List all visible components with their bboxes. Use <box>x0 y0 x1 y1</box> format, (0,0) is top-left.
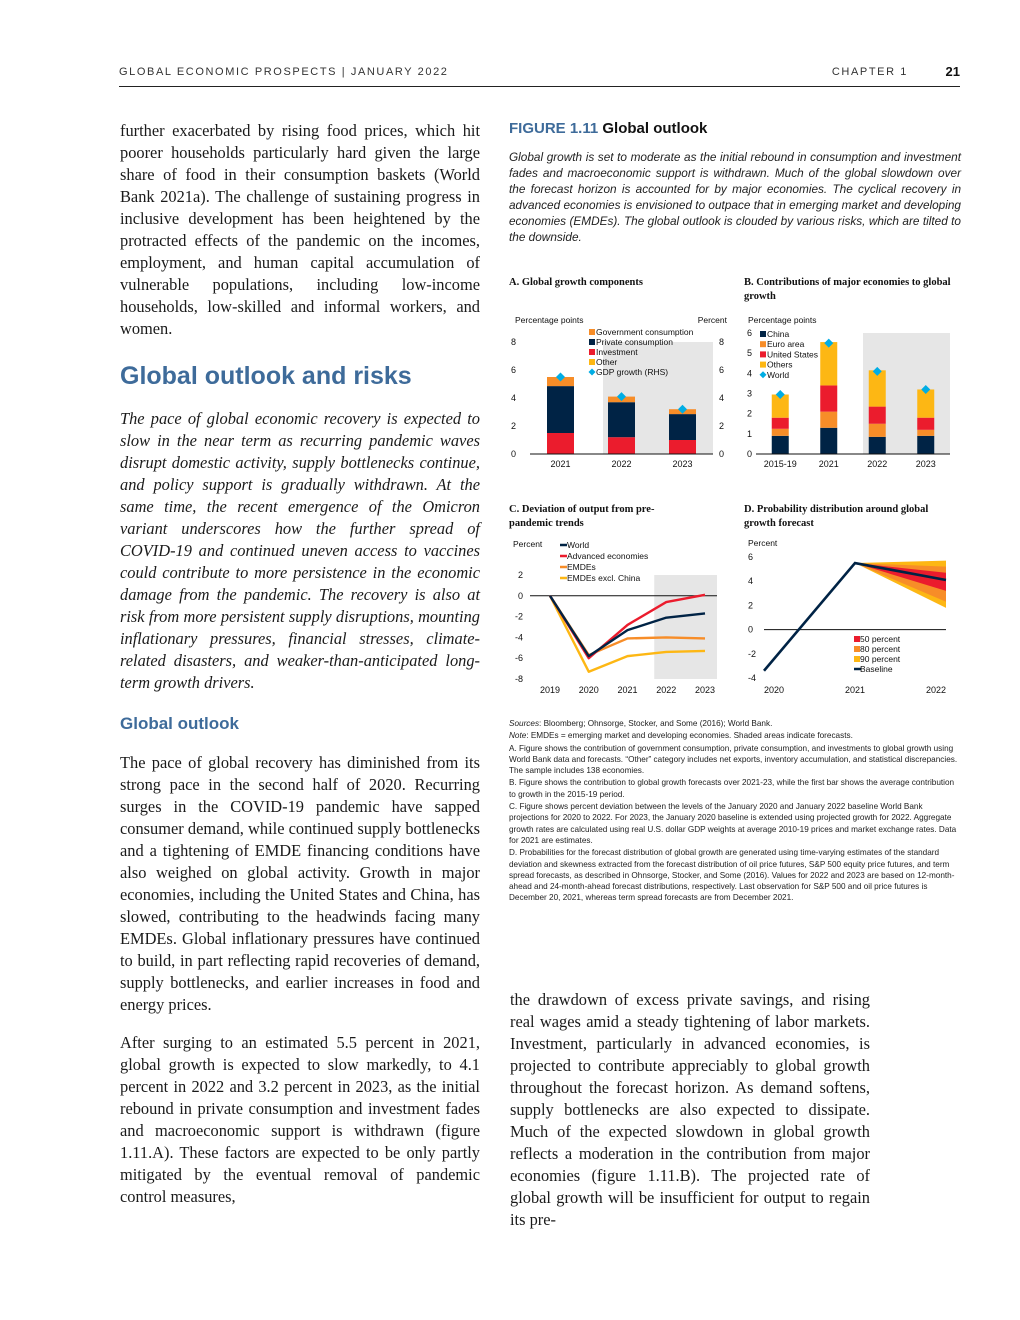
y-tick-label: -6 <box>514 653 523 664</box>
x-tick-label: 2021 <box>617 685 638 695</box>
x-tick-label: 2019 <box>539 685 561 695</box>
y-tick-label: -2 <box>514 611 523 622</box>
y-tick-label: 8 <box>511 337 517 347</box>
bar-segment-euro-area <box>820 412 837 428</box>
note-a: A. Figure shows the contribution of government consumption, private consumption, and investments to global growth using World Bank data and forecasts. “Other” category includes net exports, inventory accumulation, and statistical discrepancies. The sample includes 138 economies. <box>509 743 958 776</box>
legend-label: Investment <box>596 347 638 357</box>
legend-swatch <box>589 339 595 345</box>
bar-segment-china <box>917 436 934 454</box>
y-tick-label: 6 <box>747 328 753 338</box>
legend-label: Baseline <box>860 664 893 674</box>
legend-label: World <box>767 369 790 380</box>
bar-segment-euro-area <box>917 430 934 436</box>
figure-1-11 <box>509 120 961 245</box>
note-c: C. Figure shows percent deviation between the levels of the January 2020 and January 2022 baseline World Bank projections for 2020 to 2022. For 2023, the January 2020 baseline is extended using projected growth for 2022. Aggregate growth rates are calculated using real U.S. dollar GDP weights at average 2010-19 prices and market exchange rates. Data for 2021 are estimates. <box>509 802 957 845</box>
legend-swatch <box>760 351 766 357</box>
legend-swatch <box>760 331 766 337</box>
chart-a-global-growth-components <box>505 310 735 475</box>
body-paragraph: further exacerbated by rising food prices, which hit poorer households particularly hard given the large share of food in their consumption baskets (World Bank 2021a). The challenge of sustaining progress in inclusive development has been heightened by the protracted effects of the pandemic on the incomes, employment, and human capital accumulation of vulnerable populations, including low-income households, low-skilled and informal workers, and women. <box>120 121 480 338</box>
y-tick-label-right: 0 <box>719 449 725 459</box>
body-paragraph: The pace of global recovery has diminished from its strong pace in the second half of 2020. Recurring surges in the COVID-19 pandemic have sapped consumer demand, while continued supply bottlenecks and a tightening of EMDE financing conditions have also weighed on global activity. Growth in major economies, including the United States and China, has slowed, contributing to the headwinds facing many EMDEs. Global inflationary pressures have continued to build, in part reflecting rapid recoveries of demand, supply bottlenecks, and earlier increases in food and energy prices. <box>120 753 480 1014</box>
x-tick-label: 2020 <box>764 685 785 695</box>
y-tick-label: 4 <box>511 393 517 403</box>
y-tick-label-right: 2 <box>719 421 725 431</box>
x-tick-label: 2021 <box>550 459 571 469</box>
page-number: 21 <box>945 64 960 79</box>
legend-swatch <box>760 341 766 347</box>
bar-segment-china <box>869 437 886 454</box>
x-tick-label: 2020 <box>578 685 599 695</box>
legend-label: 90 percent <box>860 654 901 664</box>
x-tick-label: 2022 <box>867 459 888 469</box>
legend-swatch <box>589 329 595 335</box>
legend-label: EMDEs <box>567 562 596 572</box>
panel-c-title: C. Deviation of output from pre-pandemic trends <box>509 504 655 529</box>
bar-segment-united-states <box>772 418 789 429</box>
chapter-label: CHAPTER 1 <box>831 66 908 78</box>
y-tick-label: 3 <box>747 388 753 399</box>
right-column <box>510 989 870 1231</box>
y-axis-label: Percent <box>748 538 778 548</box>
chart-b-contributions-major-economies <box>738 310 968 475</box>
bar-segment-united-states <box>820 385 837 411</box>
y-tick-label: 5 <box>747 348 753 359</box>
x-tick-label: 2023 <box>915 459 936 469</box>
legend-label: GDP growth (RHS) <box>596 367 669 377</box>
running-header <box>119 64 960 87</box>
note-b: B. Figure shows the contribution to global growth forecasts over 2021-23, while the first bar shows the average contribution to growth in the 2015-19 period. <box>509 778 955 799</box>
y-tick-label: 4 <box>747 368 753 379</box>
y-tick-label-right: 4 <box>719 393 725 403</box>
x-tick-label: 2022 <box>925 685 946 695</box>
bar-segment-investment <box>547 433 574 454</box>
legend-swatch <box>760 362 766 368</box>
section-intro: The pace of global economic recovery is expected to slow in the near term as recurring pandemic waves disrupt domestic activity, supply bottlenecks continue, and policy support is gradually withdrawn. At the same time, the recent emergence of the Omicron variant underscores how the further spread of COVID-19 and continued uneven access to vaccines could contribute to more persistence in the economic damage from the pandemic. The recovery is also at risk from more persistent supply disruptions, mounting inflationary pressures, financial stresses, climate-related disasters, and weaker-than-anticipated long-term growth drivers. <box>120 409 480 692</box>
bar-segment-investment <box>608 437 635 454</box>
bar-segment-private-consumption <box>547 386 574 433</box>
figure-subtitle: Global growth is set to moderate as the initial rebound in consumption and investment fades and macroeconomic support is withdrawn. Much of the global slowdown over the forecast horizon is accounted for by major economies. The cyclical recovery in advanced economies is envisioned to outpace that in emerging market and developing economies (EMDEs). The global outlook is clouded by various risks, which are tilted to the downside. <box>509 150 961 244</box>
y-tick-label: -4 <box>748 673 757 683</box>
legend-label: Advanced economies <box>567 551 649 561</box>
y-tick-label: -2 <box>748 648 757 659</box>
x-tick-label: 2021 <box>818 459 839 469</box>
sources-note: Sources: Bloomberg; Ohnsorge, Stocker, and Some (2016); World Bank. <box>509 719 773 728</box>
bar-segment-euro-area <box>869 424 886 437</box>
y-axis-label-right: Percent <box>697 315 727 325</box>
legend-label: Government consumption <box>596 327 694 337</box>
legend-label: Others <box>767 359 793 370</box>
bar-segment-euro-area <box>772 429 789 436</box>
subsection-heading: Global outlook <box>120 714 239 733</box>
bar-segment-united-states <box>869 407 886 424</box>
chart-d-probability-distribution <box>738 535 968 700</box>
figure-notes <box>509 718 961 905</box>
y-tick-label: 0 <box>511 449 517 459</box>
figure-number: FIGURE 1.11 <box>509 120 599 137</box>
legend-diamond <box>589 369 596 376</box>
forecast-shaded-area <box>654 575 717 679</box>
y-tick-label: 1 <box>747 428 753 439</box>
x-tick-label: 2022 <box>656 685 677 695</box>
legend-label: World <box>567 540 590 550</box>
bar-segment-private-consumption <box>669 414 696 440</box>
figure-title-text: Global outlook <box>602 120 708 137</box>
y-tick-label: 2 <box>747 408 753 419</box>
y-tick-label: 2 <box>748 600 754 611</box>
y-tick-label: -8 <box>514 674 523 684</box>
publication-title: GLOBAL ECONOMIC PROSPECTS | JANUARY 2022 <box>119 66 449 78</box>
y-tick-label: 0 <box>517 590 523 601</box>
bar-segment-others <box>820 342 837 385</box>
y-axis-label: Percentage points <box>748 315 817 325</box>
bar-segment-united-states <box>917 418 934 430</box>
x-tick-label: 2015-19 <box>763 459 797 469</box>
y-tick-label: 4 <box>748 576 754 587</box>
legend-label: 80 percent <box>860 644 901 654</box>
chart-c-output-deviation <box>505 535 735 700</box>
legend-label: Private consumption <box>596 337 674 347</box>
bar-segment-private-consumption <box>608 402 635 437</box>
y-tick-label-right: 8 <box>719 337 725 347</box>
legend-label: Euro area <box>767 339 805 350</box>
legend-swatch <box>589 349 595 355</box>
bar-segment-china <box>772 436 789 454</box>
y-tick-label: -4 <box>514 632 523 643</box>
legend-label: China <box>767 329 790 339</box>
legend-label: EMDEs excl. China <box>567 573 641 583</box>
legend-diamond <box>760 371 767 378</box>
bar-segment-china <box>820 428 837 454</box>
legend-label: Other <box>596 357 618 367</box>
note-d: D. Probabilities for the forecast distribution of global growth are generated using time-varying estimates of the standard deviation and skewness extracted from the forecast distribution of oil price futures, S&P 500 equity price futures, and term spread forecasts, as described in Ohnsorge, Stocker, and Some (2016). Values for 2022 and 2023 are based on 12-month-ahead and 24-month-ahead forecast distributions, respectively. Last observation for S&P 500 and oil price futures is December 20, 2021, whereas term spread forecasts are from December 2021. <box>509 848 955 903</box>
y-tick-label: 2 <box>511 421 517 431</box>
x-tick-label: 2023 <box>694 685 716 695</box>
y-tick-label-right: 6 <box>719 365 725 375</box>
panel-b-title: B. Contributions of major economies to global growth <box>744 277 951 302</box>
legend-label: 50 percent <box>860 634 901 644</box>
legend-swatch <box>589 359 595 365</box>
figure-title <box>509 120 961 137</box>
y-tick-label: 6 <box>511 365 517 375</box>
y-tick-label: 0 <box>747 449 753 459</box>
bar-segment-investment <box>669 440 696 454</box>
x-tick-label: 2022 <box>611 459 632 469</box>
body-paragraph: After surging to an estimated 5.5 percent in 2021, global growth is expected to slow markedly, to 4.1 percent in 2022 and 3.2 percent in 2023, as the initial rebound in private consumption and investment fades and macroeconomic support is withdrawn (figure 1.11.A). These factors are expected to be only partly mitigated by the eventual removal of pandemic control measures, <box>120 1033 480 1206</box>
body-paragraph: the drawdown of excess private savings, and rising real wages amid a steady tightening of labor markets. Investment, particularly in advanced economies, is projected to contribute appreciably to global growth throughout the forecast horizon. As demand softens, supply bottlenecks are also expected to dissipate. Much of the expected slowdown in global growth reflects a moderation in the contribution from major economies (figure 1.11.B). The projected rate of global growth will be insufficient for output to regain its pre- <box>510 990 870 1229</box>
general-note: Note: EMDEs = emerging market and developing economies. Shaded areas indicate forecasts. <box>509 731 853 741</box>
panel-d-title: D. Probability distribution around global growth forecast <box>744 504 929 529</box>
section-heading: Global outlook and risks <box>120 362 412 390</box>
y-axis-label: Percent <box>513 539 543 549</box>
x-tick-label: 2023 <box>672 459 693 469</box>
y-tick-label: 0 <box>748 624 754 635</box>
x-tick-label: 2021 <box>844 685 866 695</box>
legend-label: United States <box>767 349 819 360</box>
y-axis-label: Percentage points <box>515 315 584 325</box>
panel-a-title: A. Global growth components <box>509 277 643 288</box>
y-tick-label: 2 <box>517 570 523 580</box>
left-column <box>120 120 480 1208</box>
y-tick-label: 6 <box>748 552 754 562</box>
